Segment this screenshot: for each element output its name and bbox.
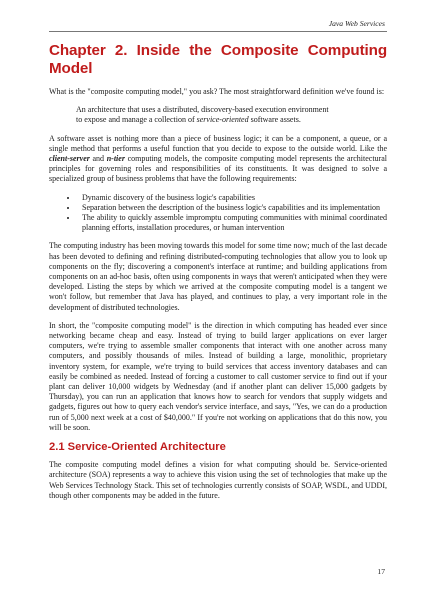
asset-text-c: computing models, the composite computing model represents the architectural principles for governing roles and responsibilities of its constituents. It was designed to solve a specialized group of business problems that have the following requirements: xyxy=(49,154,388,184)
asset-text-a: A software asset is nothing more than a piece of business logic; it can be a component, a queue, or a single method that performs a useful function that you decide to expose to the outside world. Like the xyxy=(49,133,387,153)
n-tier-term: n-tier xyxy=(106,154,125,164)
requirements-list xyxy=(49,193,387,234)
definition-quote xyxy=(76,105,387,125)
intro-paragraph: What is the "composite computing model," you ask? The most straightforward definition we've found is: xyxy=(49,87,385,96)
page-content xyxy=(49,42,387,509)
running-header: Java Web Services xyxy=(328,19,385,28)
chapter-title: Chapter 2. Inside the Composite Computing Model xyxy=(49,42,387,77)
summary-paragraph: In short, the "composite computing model" is the direction in which computing has headed ever since networking became cheap and easy. Instead of trying to build larger applications on ever larger computers, we're trying to assemble smaller components that interact with one another across many computers, and possibly thousands of miles. Instead of building a large, monolithic, proprietary inventory system, for example, we're trying to build services that access inventory databases and can easily be combined as needed. Instead of forcing a customer to call customer service to find out if your plant can deliver 10,000 widgets by Wednesday (and if another plant can deliver 15,000 gadgets by Thursday), you can run an application that knows how to search for vendors that supply widgets and gadgets, figures out how to query each vendor's service interface, and says, "Yes, we can do a production run of 5,000 next week at a cost of $40,000." If you're not working on applications that do this now, you will be soon. xyxy=(49,320,387,432)
header-rule xyxy=(49,31,387,32)
list-item: • The ability to quickly assemble impromptu computing communities with minimal coordinated planning efforts, installation procedures, or human intervention xyxy=(78,213,387,233)
client-server-term: client-server xyxy=(49,154,90,164)
quote-emphasis: service-oriented xyxy=(196,115,249,125)
list-item: • Separation between the description of the business logic's capabilities and its implementation xyxy=(78,203,387,213)
asset-paragraph xyxy=(49,134,387,185)
section-title: 2.1 Service-Oriented Architecture xyxy=(49,441,226,454)
page-number: 17 xyxy=(377,567,385,576)
quote-line-2-suffix: software assets. xyxy=(248,115,301,125)
list-item: • Dynamic discovery of the business logic's capabilities xyxy=(78,193,387,203)
quote-line-2-prefix: to expose and manage a collection of xyxy=(76,115,197,125)
industry-paragraph: The computing industry has been moving towards this model for some time now; much of the last decade has been devoted to defining and refining distributed-computing technologies that allow you to look up components on the fly; discovering a component's interface at runtime; and building applications from components on an ad-hoc basis, often using components in ways that weren't anticipated when they were developed. Listing the steps by which we arrived at the composite computing model is a tangent we won't follow, but remember that Java has played, and continues to play, a very important role in the development of distributed technologies. xyxy=(49,241,387,312)
asset-text-b: and xyxy=(89,154,107,164)
quote-line-1: An architecture that uses a distributed, discovery-based execution environment xyxy=(76,105,329,115)
soa-paragraph: The composite computing model defines a vision for what computing should be. Service-oriented architecture (SOA) represents a way to achieve this vision using the set of technologies that make up the Web Services Technology Stack. This set of technologies currently consists of SOAP, WSDL, and UDDI, though other components may be added in the future. xyxy=(49,460,387,500)
